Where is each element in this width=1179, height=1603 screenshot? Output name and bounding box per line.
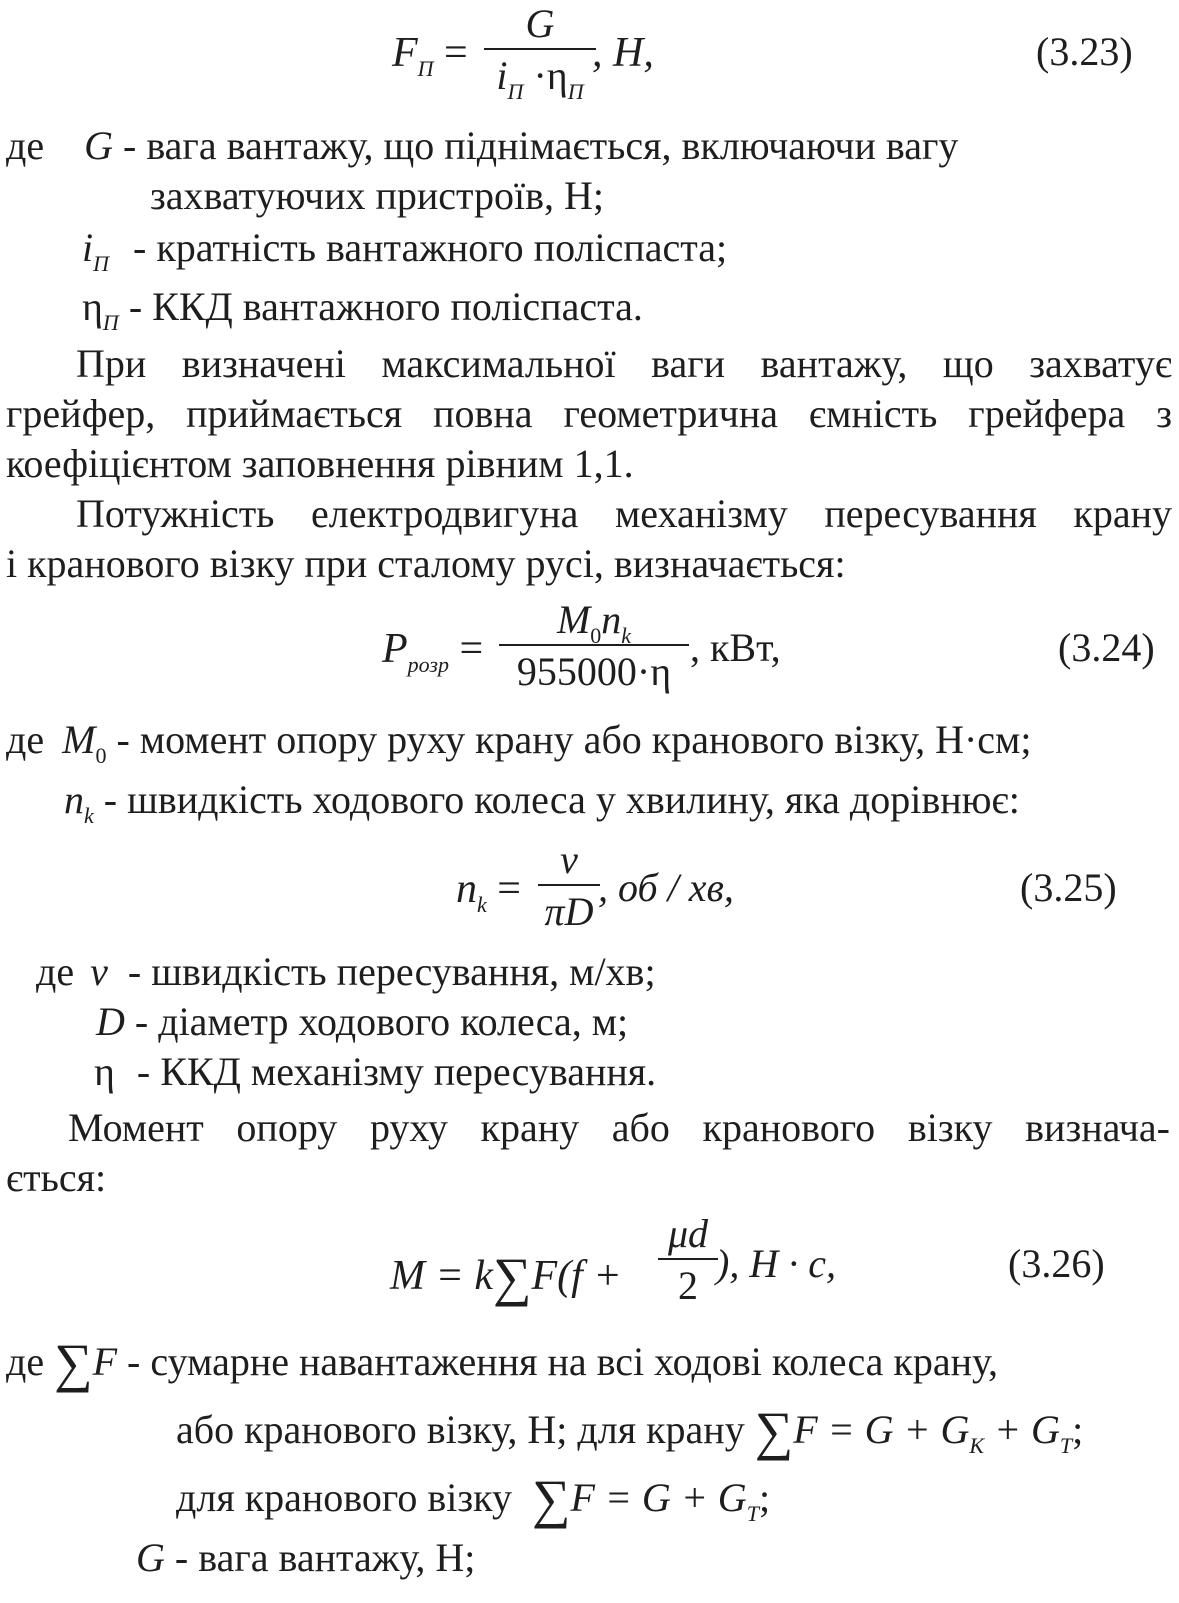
where-i-line: $i_П$ - кратність вантажного поліспаста; (82, 225, 728, 276)
where-eta-mech-line: η - ККД механізму пересування. (94, 1049, 657, 1094)
formula-3-23-unit: , H, (592, 30, 654, 76)
equation-number-3-24: (3.24) (1058, 625, 1155, 670)
where-nk-line: $n_k$ - швидкість ходового колеса у хвилину, яка дорівнює: (64, 777, 1020, 828)
formula-3-26-fraction: μd 2 (656, 1214, 720, 1306)
paragraph-1-line-1: При визначені максимальної ваги вантажу, що захватує (76, 341, 1172, 386)
where-d-line: D - діаметр ходового колеса, м; (96, 999, 629, 1044)
formula-3-25-fraction: v πD (536, 840, 602, 932)
where-m0-line: де $M_0$ - момент опору руху крану або кранового візку, Н·см; (6, 717, 1032, 768)
formula-3-23-fraction: G $i_П \cdot\eta_П$ (480, 4, 600, 96)
formula-3-26-unit: ), H · c, (716, 1241, 836, 1286)
formula-3-26-lhs: M = k∑F(f + (390, 1247, 622, 1307)
formula-3-24-unit: , кВт, (690, 625, 781, 670)
paragraph-3-line-1: Момент опору руху крану або кранового візку визнача- (68, 1105, 1170, 1150)
where-g-line: де G - вага вантажу, що піднімається, включаючи вагу (6, 123, 959, 168)
equation-number-3-26: (3.26) (1008, 1241, 1105, 1286)
formula-3-23-lhs: $F_П$ = (392, 30, 468, 81)
where-g-line-2: захватуючих пристроїв, Н; (150, 173, 605, 218)
paragraph-2-line-1: Потужність електродвигуна механізму пересування крану (76, 491, 1172, 536)
where-crane-sum-line: або кранового візку, Н; для крану $\sum F = G + G_К + G_Т$; (176, 1401, 1084, 1461)
equation-number-3-23: (3.23) (1036, 29, 1133, 74)
paragraph-1-line-2: грейфер, приймається повна геометрична ємність грейфера з (6, 391, 1172, 436)
formula-3-24-fraction: $M_0n_k$ 955000·η (496, 600, 692, 692)
formula-3-25-lhs: $n_k$ = (456, 866, 521, 917)
formula-3-25-unit: , об / хв, (598, 865, 734, 910)
paragraph-2-line-2: і кранового візку при сталому русі, визначається: (6, 541, 846, 586)
where-sum-f-line: де ∑F - сумарне навантаження на всі ходові колеса крану, (6, 1333, 999, 1393)
formula-3-24-lhs: $P_{розр}$ = (382, 626, 484, 677)
where-v-line: де v - швидкість пересування, м/хв; (36, 949, 656, 994)
where-eta-line: $\eta_П$ - ККД вантажного поліспаста. (82, 284, 643, 335)
paragraph-3-line-2: ється: (6, 1155, 107, 1200)
where-g-load-line: G - вага вантажу, Н; (136, 1535, 476, 1580)
where-trolley-sum-line: для кранового візку $\sum F = G + G_Т$; (176, 1469, 771, 1529)
paragraph-1-line-3: коефіцієнтом заповнення рівним 1,1. (6, 441, 634, 486)
equation-number-3-25: (3.25) (1020, 865, 1117, 910)
